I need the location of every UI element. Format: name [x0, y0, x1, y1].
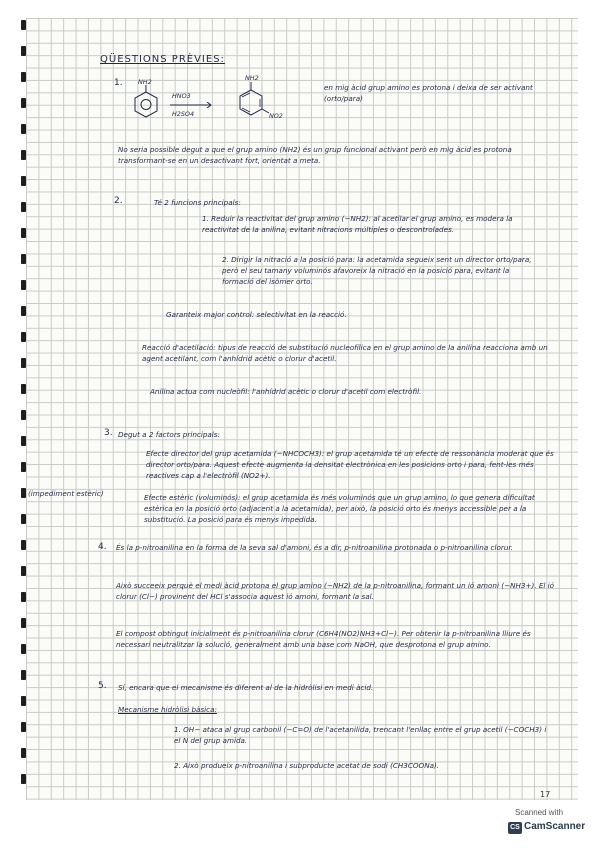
q2-intro: Té 2 funcions principals:: [154, 198, 241, 207]
q3-factor-2: Efecte estèric (voluminós): el grup acetamida és més voluminós que un grup amino, lo que genera dificultat estèrica en la posició orto (adjacent a la acetamida), per això, la posició orto és menys accessible per a la substitució. La posició para és menys impedida.: [144, 493, 535, 525]
q2-reaction-type: Reacció d'acetilació: tipus de reacció de substitució nucleofílica en el grup amino de la anilina reacciona amb un agent acetilant, com l'anhídrid acètic o clorur d'acetil.: [142, 343, 548, 364]
q3-number: 3.: [104, 428, 113, 438]
q1-number: 1.: [114, 78, 123, 88]
q3-intro: Degut a 2 factors principals:: [118, 430, 220, 439]
q1-note: en mig àcid grup amino es protona i deixa de ser activant (orto/para): [324, 83, 533, 104]
q5-step-1: 1. OH− ataca al grup carbonil (−C=O) de l'acetanilida, trencant l'enllaç entre el grup acetil (−COCH3) i el N del grup amida.: [174, 725, 547, 746]
scanned-with-label: Scanned with: [515, 808, 564, 817]
binder-holes: [0, 20, 28, 810]
q4-number: 4.: [98, 542, 107, 552]
q5-mechanism-title: Mecanisme hidròlisi bàsica:: [118, 705, 217, 714]
q2-number: 2.: [114, 196, 123, 206]
q4-paragraph-1: És la p-nitroanilina en la forma de la seva sal d'amoni, és a dir, p-nitroanilina protonada o p-nitroanilina clorur.: [116, 543, 513, 552]
aniline-nh2-label: NH2: [138, 78, 152, 86]
q1-paragraph: No seria possible degut a que el grup amino (NH2) és un grup funcional activant però en mig àcid es protona transformant-se en un desactivant fort, orientat a meta.: [118, 145, 512, 166]
page-number: 17: [540, 790, 551, 799]
camscanner-watermark: [505, 806, 585, 842]
reagent-hno3: HNO3: [172, 92, 191, 100]
q3-margin-note: (impediment estèric): [28, 489, 104, 498]
camscanner-logo-icon: CS: [508, 822, 522, 834]
q2-nucleophile: Anilina actua com nucleòfil: l'anhídrid acètic o clorur d'acetil com electròfil.: [150, 387, 422, 396]
q4-paragraph-2: Això succeeix perquè el medi àcid protona el grup amino (−NH2) de la p-nitroanilina, formant un ió amoni (−NH3+). El ió clorur (Cl−) provinent del HCl s'associa aquest ió amoni, formant la sal.: [116, 581, 555, 602]
camscanner-brand: CamScanner: [524, 821, 586, 832]
product-no2-label: NO2: [269, 112, 283, 120]
notebook-page: [26, 18, 578, 800]
q3-factor-1: Efecte director del grup acetamida (−NHCOCH3): el grup acetamida té un efecte de ressonància moderat que és director orto/para. Aquest efecte augmenta la densitat electrònica en les posicions orto i para, fent-les més reactives cap a l'electròfil (NO2+).: [146, 449, 554, 481]
reaction-arrow: [170, 102, 214, 108]
q5-number: 5.: [98, 681, 107, 691]
q5-step-2: 2. Això produeix p-nitroanilina i subproducte acetat de sodi (CH3COONa).: [174, 761, 440, 770]
q4-paragraph-3: El compost obtingut inicialment és p-nitroanilina clorur (C6H4(NO2)NH3+Cl−). Per obtenir la p-nitroanilina lliure és necessari neutralitzar la solució, generalment amb una base com NaOH, que desprotona el grup amino.: [116, 629, 531, 650]
q2-guarantee: Garanteix major control: selectivitat en la reacció.: [166, 310, 347, 319]
q2-function-1: 1. Reduir la reactivitat del grup amino (−NH2): al acetilar el grup amino, es modera la reactivitat de la anilina, evitant nitracions múltiples o descontrolades.: [202, 214, 513, 235]
product-nh2-label: NH2: [245, 74, 259, 82]
q5-paragraph-1: Sí, encara que el mecanisme és diferent al de la hidròlisi en medi àcid.: [118, 683, 374, 692]
page-title: QÜESTIONS PRÈVIES:: [100, 54, 225, 65]
q2-function-2: 2. Dirigir la nitració a la posició para: la acetamida segueix sent un director orto/para, però el seu tamany voluminós afavoreix la nitració en la posició para, evitant la formació del isòmer orto.: [222, 255, 532, 287]
reagent-h2so4: H2SO4: [172, 110, 195, 118]
